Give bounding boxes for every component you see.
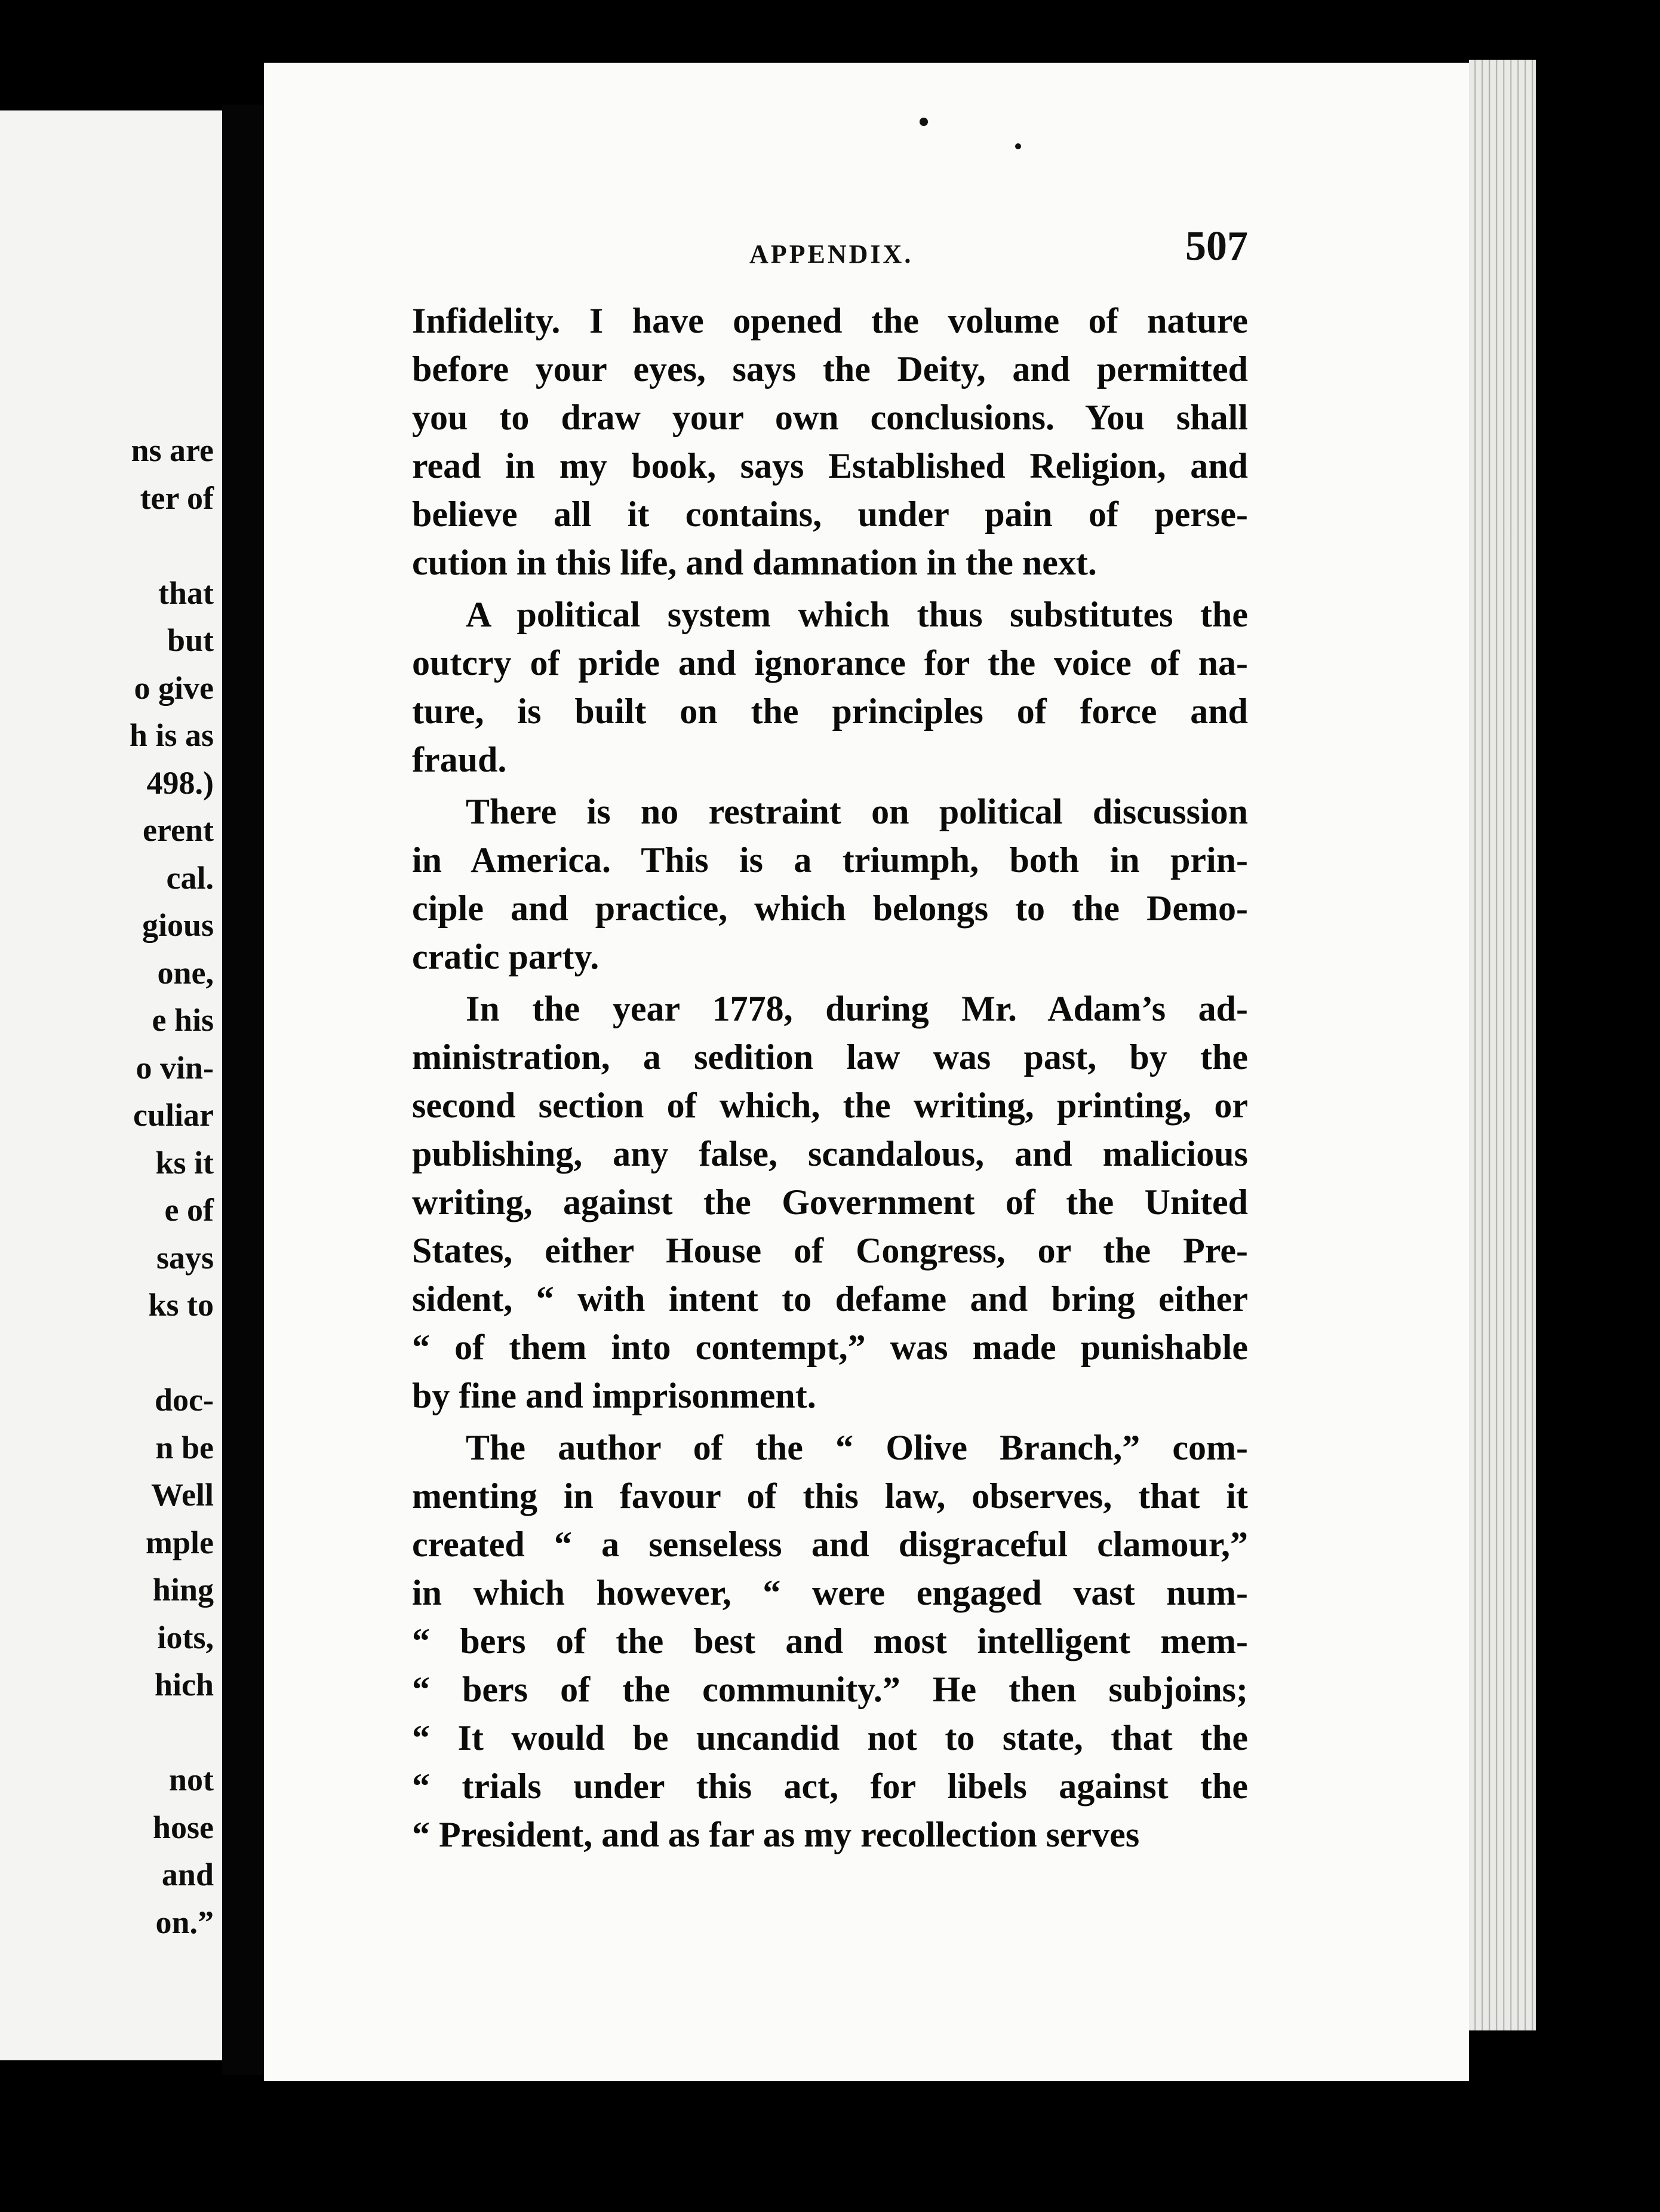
text-line: read in my book, says Established Religion, and	[412, 446, 1248, 486]
text-line: by fine and imprisonment.	[412, 1376, 816, 1415]
ink-speck	[920, 118, 928, 126]
left-line: and	[161, 1857, 214, 1893]
left-line: doc-	[155, 1382, 214, 1418]
left-line	[130, 1329, 214, 1377]
body-text	[412, 297, 1248, 1863]
left-line: cal.	[166, 859, 214, 896]
text-line: Infidelity. I have opened the volume of nature	[412, 301, 1248, 340]
left-line: ks it	[155, 1144, 214, 1181]
text-line: in America. This is a triumph, both in prin-	[412, 840, 1248, 880]
text-line: second section of which, the writing, printing, or	[412, 1086, 1248, 1125]
left-line: ter of	[140, 480, 214, 516]
paragraph	[412, 297, 1248, 587]
left-line: o vin-	[136, 1049, 214, 1086]
left-line: that	[158, 574, 214, 611]
text-line: States, either House of Congress, or the Pre-	[412, 1231, 1248, 1270]
left-line: o give	[134, 669, 214, 706]
text-line: “ of them into contempt,” was made punishable	[412, 1328, 1248, 1367]
left-line: erent	[143, 812, 214, 848]
text-line: menting in favour of this law, observes, that it	[412, 1476, 1248, 1516]
left-line: culiar	[133, 1097, 214, 1133]
left-line	[130, 522, 214, 570]
text-line: publishing, any false, scandalous, and malicious	[412, 1134, 1248, 1173]
text-line: believe all it contains, under pain of perse-	[412, 494, 1248, 534]
text-line: “ It would be uncandid not to state, that the	[412, 1718, 1248, 1758]
paragraph	[412, 591, 1248, 784]
left-line: says	[156, 1239, 214, 1276]
text-line: sident, “ with intent to defame and bring either	[412, 1279, 1248, 1319]
left-line: e of	[164, 1192, 214, 1228]
text-line: cution in this life, and damnation in the next.	[412, 543, 1097, 582]
running-head: APPENDIX.	[749, 239, 914, 269]
text-line: created “ a senseless and disgraceful clamour,”	[412, 1525, 1248, 1564]
left-line: ns are	[131, 432, 214, 468]
left-line: Well	[151, 1477, 214, 1513]
paragraph	[412, 788, 1248, 981]
left-line: mple	[146, 1524, 214, 1560]
left-line	[130, 1709, 214, 1757]
left-line: but	[167, 622, 214, 658]
left-page-text	[130, 427, 214, 1946]
text-line: outcry of pride and ignorance for the voice of na-	[412, 643, 1248, 683]
text-line: The author of the “ Olive Branch,” com-	[466, 1428, 1248, 1467]
text-line: In the year 1778, during Mr. Adam’s ad-	[466, 989, 1248, 1028]
left-line: e his	[152, 1002, 214, 1038]
left-line: n be	[155, 1429, 214, 1466]
paragraph	[412, 985, 1248, 1420]
page-edges	[1469, 60, 1536, 2030]
text-line: “ bers of the community.” He then subjoins;	[412, 1670, 1248, 1709]
text-line: ministration, a sedition law was past, by the	[412, 1037, 1248, 1077]
ink-speck	[1015, 143, 1021, 149]
paragraph	[412, 1424, 1248, 1859]
left-line: not	[168, 1762, 214, 1798]
left-line: on.”	[155, 1904, 214, 1940]
left-line: ks to	[148, 1287, 214, 1323]
text-line: A political system which thus substitutes the	[466, 595, 1248, 634]
text-line: “ bers of the best and most intelligent mem-	[412, 1621, 1248, 1661]
left-line: 498.)	[146, 764, 214, 801]
text-line: cratic party.	[412, 937, 600, 976]
text-line: ciple and practice, which belongs to the Demo-	[412, 889, 1248, 928]
text-line: writing, against the Government of the United	[412, 1182, 1248, 1222]
text-line: in which however, “ were engaged vast num-	[412, 1573, 1248, 1612]
text-line: There is no restraint on political discussion	[466, 792, 1248, 831]
left-line: iots,	[157, 1619, 214, 1655]
left-line: hose	[152, 1809, 214, 1845]
left-line: gious	[142, 907, 214, 943]
text-line: ture, is built on the principles of force and	[412, 692, 1248, 731]
text-line: “ trials under this act, for libels against the	[412, 1766, 1248, 1806]
page-number: 507	[1185, 223, 1248, 269]
book-gutter	[222, 105, 264, 2075]
left-page	[0, 110, 222, 2060]
text-line: fraud.	[412, 740, 507, 779]
left-line: h is as	[129, 717, 214, 753]
left-line: hing	[152, 1572, 214, 1608]
left-line: hich	[154, 1667, 214, 1703]
text-line: you to draw your own conclusions. You shall	[412, 398, 1248, 437]
text-line: “ President, and as far as my recollection serves	[412, 1815, 1140, 1854]
text-line: before your eyes, says the Deity, and permitted	[412, 349, 1248, 389]
left-line: one,	[157, 954, 214, 991]
